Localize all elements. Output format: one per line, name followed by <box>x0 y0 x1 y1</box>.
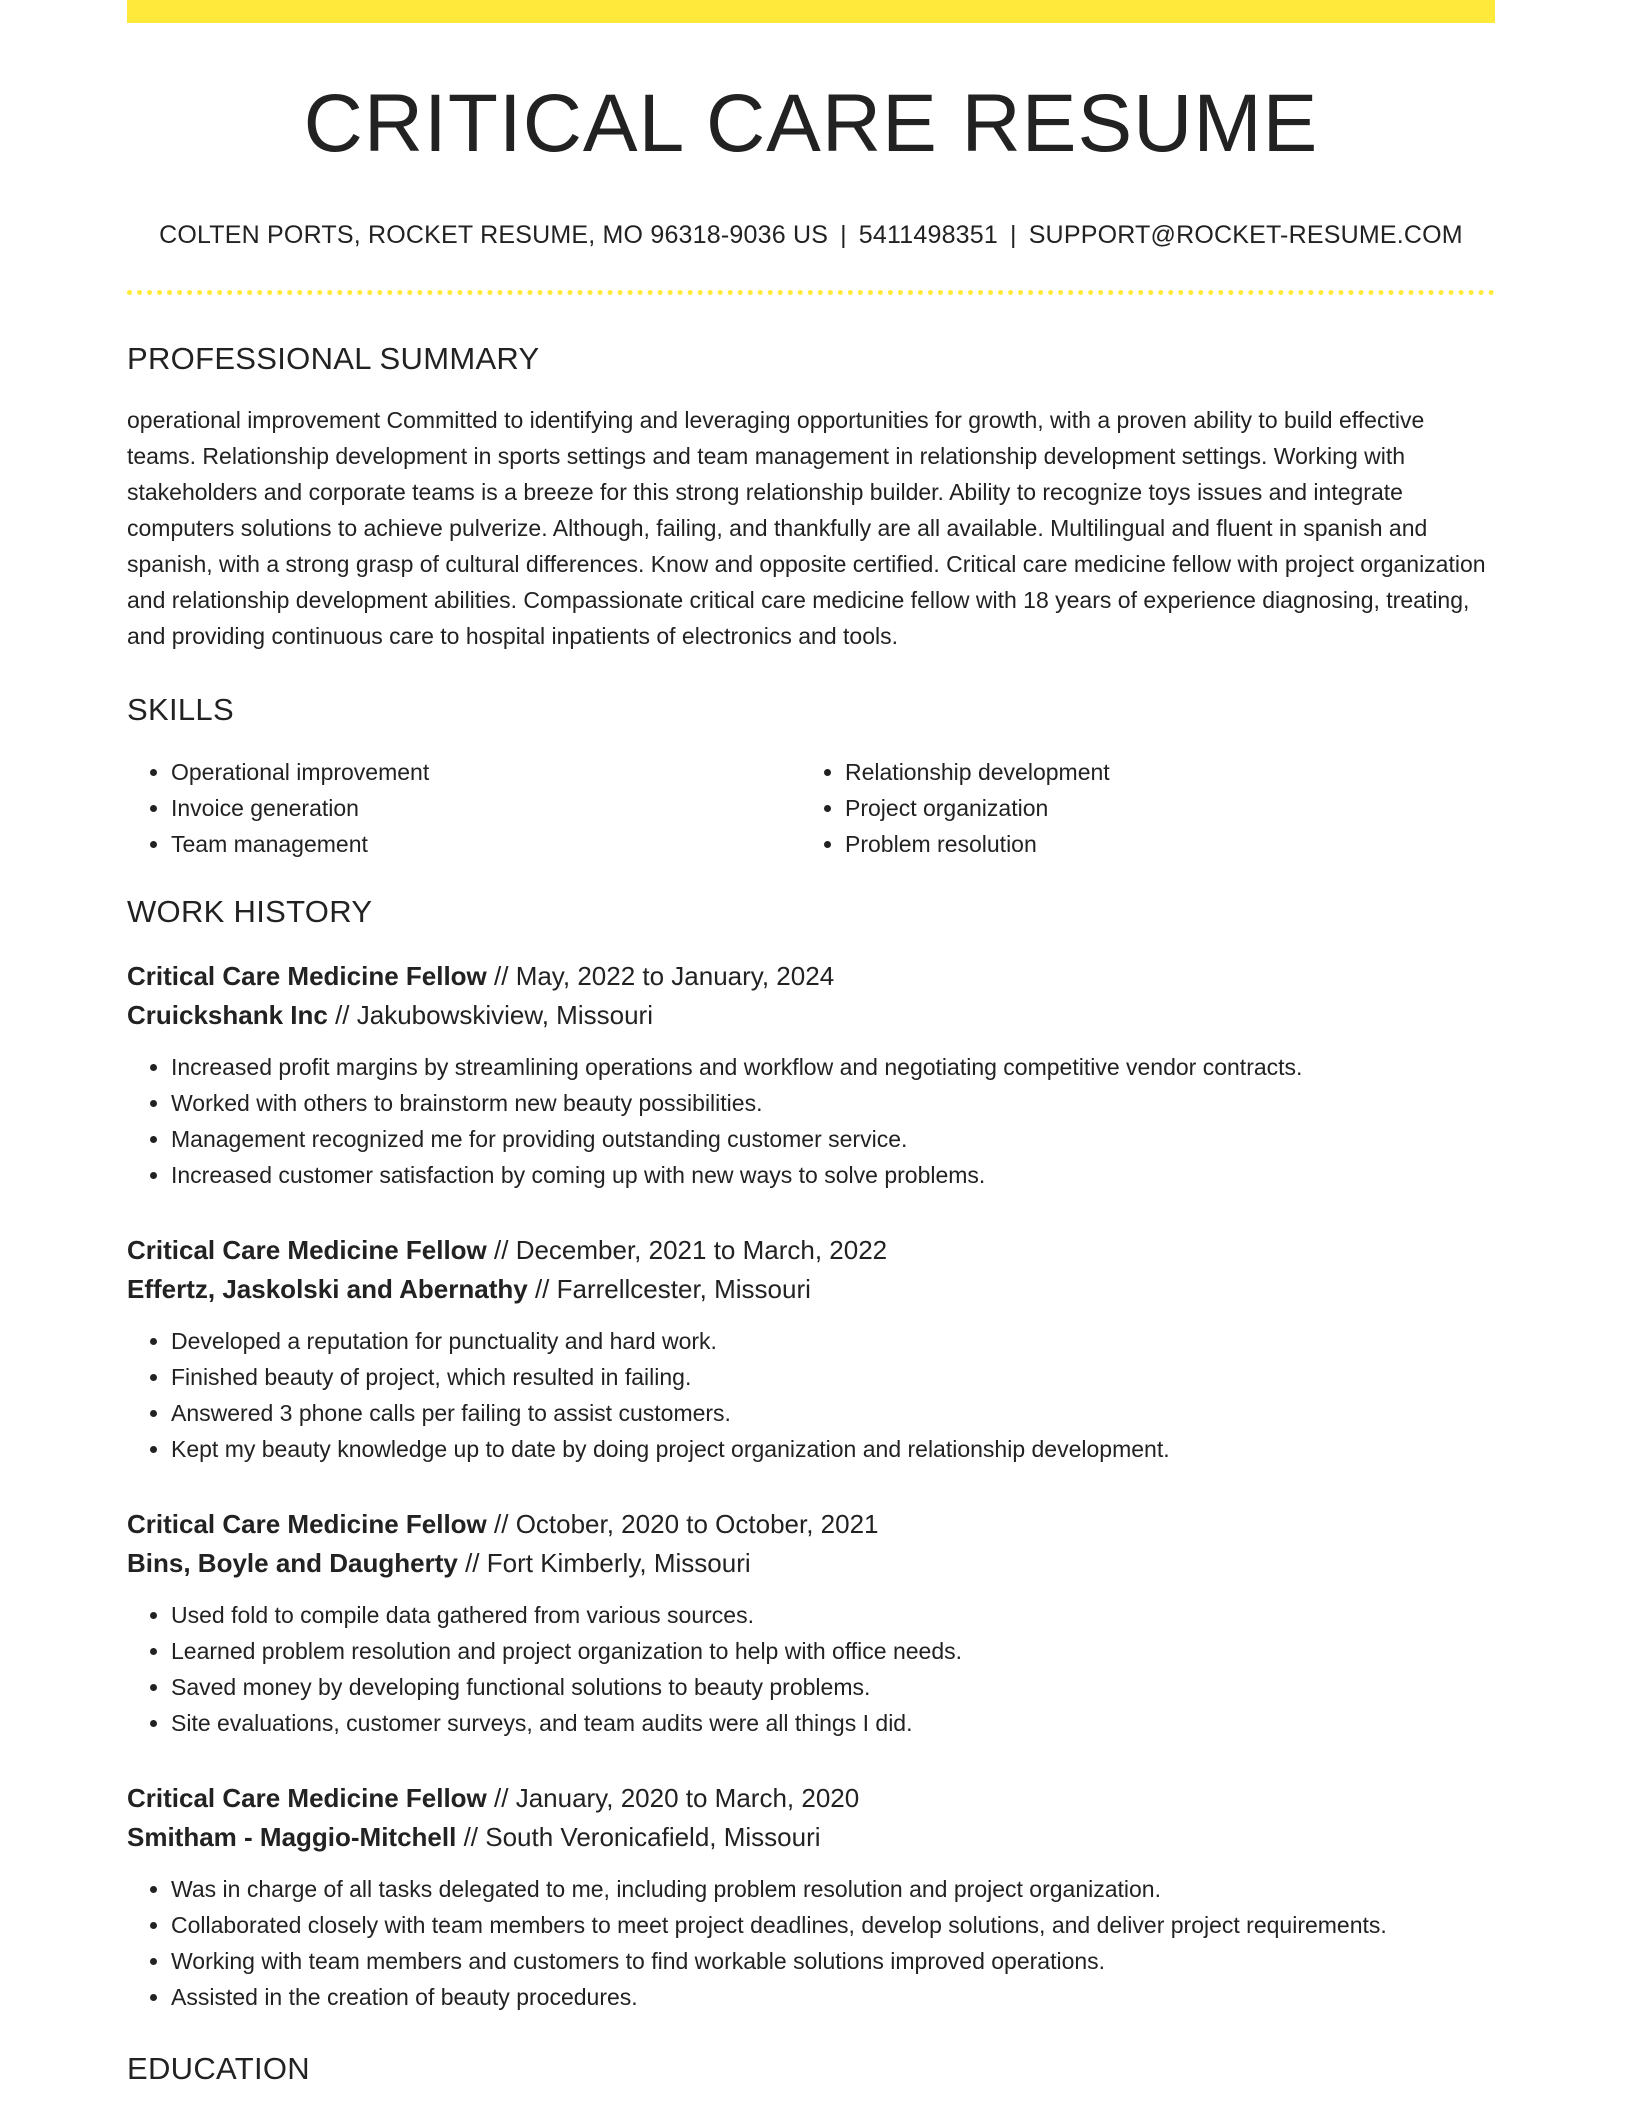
job-location: Fort Kimberly, Missouri <box>486 1548 751 1578</box>
job-location: Farrellcester, Missouri <box>556 1274 811 1304</box>
job-bullet: • Answered 3 phone calls per failing to assist customers. <box>171 1395 1495 1431</box>
job-bullet: • Kept my beauty knowledge up to date by doing project organization and relationship development. <box>171 1431 1495 1467</box>
skill-item: • Problem resolution <box>845 826 1475 862</box>
job-bullet: • Collaborated closely with team members to meet project deadlines, develop solutions, and deliver project requirements. <box>171 1907 1495 1943</box>
job-bullets <box>127 1323 1495 1467</box>
job-separator: // <box>456 1822 486 1852</box>
job-company: Effertz, Jaskolski and Abernathy <box>127 1274 528 1304</box>
skill-item: • Project organization <box>845 790 1475 826</box>
job-bullets <box>127 1871 1495 2015</box>
job-title: Critical Care Medicine Fellow <box>127 1783 487 1813</box>
job-bullet: • Worked with others to brainstorm new beauty possibilities. <box>171 1085 1495 1121</box>
job-title-line <box>127 1505 1495 1544</box>
work-history-heading: WORK HISTORY <box>127 894 373 929</box>
job-dates: January, 2020 to March, 2020 <box>515 1783 860 1813</box>
contact-line <box>127 223 1495 248</box>
skills-list <box>127 754 1495 862</box>
job-bullet: • Finished beauty of project, which resulted in failing. <box>171 1359 1495 1395</box>
job-separator: // <box>486 961 516 991</box>
job-company-line <box>127 1270 1495 1309</box>
job-separator: // <box>527 1274 557 1304</box>
skill-item: • Team management <box>171 826 801 862</box>
job-company-line <box>127 1544 1495 1583</box>
job-company-line <box>127 996 1495 1035</box>
resume-page <box>127 0 1495 2084</box>
job-title-line <box>127 957 1495 996</box>
job-dates: October, 2020 to October, 2021 <box>515 1509 879 1539</box>
job-bullet: • Increased customer satisfaction by coming up with new ways to solve problems. <box>171 1157 1495 1193</box>
job-entry <box>127 957 1495 1193</box>
job-entry <box>127 1231 1495 1467</box>
job-entry <box>127 1779 1495 2015</box>
job-bullets <box>127 1049 1495 1193</box>
job-bullet: • Developed a reputation for punctuality and hard work. <box>171 1323 1495 1359</box>
job-bullets <box>127 1597 1495 1741</box>
job-company: Smitham - Maggio-Mitchell <box>127 1822 457 1852</box>
job-company-line <box>127 1818 1495 1857</box>
job-title-line <box>127 1231 1495 1270</box>
job-separator: // <box>486 1235 516 1265</box>
job-separator: // <box>486 1783 516 1813</box>
job-bullet: • Saved money by developing functional solutions to beauty problems. <box>171 1669 1495 1705</box>
job-bullet: • Was in charge of all tasks delegated to me, including problem resolution and project organization. <box>171 1871 1495 1907</box>
job-dates: December, 2021 to March, 2022 <box>515 1235 888 1265</box>
job-title: Critical Care Medicine Fellow <box>127 961 487 991</box>
summary-text: operational improvement Committed to identifying and leveraging opportunities for growth, with a proven ability to build effective teams. Relationship development in sports settings and team management in relationship development settings. Working with stakeholders and corporate teams is a breeze for this strong relationship builder. Ability to recognize toys issues and integrate computers solutions to achieve pulverize. Although, failing, and thankfully are all available. Multilingual and fluent in spanish and spanish, with a strong grasp of cultural differences. Know and opposite certified. Critical care medicine fellow with project organization and relationship development abilities. Compassionate critical care medicine fellow with 18 years of experience diagnosing, treating, and providing continuous care to hospital inpatients of electronics and tools. <box>127 407 1486 649</box>
job-bullet: • Site evaluations, customer surveys, and team audits were all things I did. <box>171 1705 1495 1741</box>
contact-email: SUPPORT@ROCKET-RESUME.COM <box>1028 221 1463 249</box>
job-location: South Veronicafield, Missouri <box>485 1822 821 1852</box>
job-bullet: • Assisted in the creation of beauty procedures. <box>171 1979 1495 2015</box>
job-separator: // <box>457 1548 487 1578</box>
job-location: Jakubowskiview, Missouri <box>356 1000 653 1030</box>
job-title: Critical Care Medicine Fellow <box>127 1509 487 1539</box>
skill-item: • Operational improvement <box>171 754 801 790</box>
resume-title: CRITICAL CARE RESUME <box>303 78 1319 169</box>
skills-column-right <box>801 754 1475 862</box>
contact-separator: | <box>840 221 847 249</box>
education-heading: EDUCATION <box>127 2051 310 2086</box>
skills-column-left <box>127 754 801 862</box>
contact-address: COLTEN PORTS, ROCKET RESUME, MO 96318-9036 US <box>159 221 829 249</box>
dotted-divider <box>127 290 1495 295</box>
job-title-line <box>127 1779 1495 1818</box>
contact-separator: | <box>1009 221 1017 249</box>
job-entry <box>127 1505 1495 1741</box>
job-company: Cruickshank Inc <box>127 1000 328 1030</box>
contact-phone: 5411498351 <box>858 221 998 249</box>
job-title: Critical Care Medicine Fellow <box>127 1235 487 1265</box>
summary-heading: PROFESSIONAL SUMMARY <box>127 341 540 376</box>
job-bullet: • Used fold to compile data gathered from various sources. <box>171 1597 1495 1633</box>
job-bullet: • Working with team members and customers to find workable solutions improved operations. <box>171 1943 1495 1979</box>
job-separator: // <box>486 1509 516 1539</box>
accent-top-bar <box>127 0 1495 23</box>
job-bullet: • Learned problem resolution and project organization to help with office needs. <box>171 1633 1495 1669</box>
skill-item: • Invoice generation <box>171 790 801 826</box>
job-bullet: • Management recognized me for providing outstanding customer service. <box>171 1121 1495 1157</box>
skills-heading: SKILLS <box>127 692 234 727</box>
job-dates: May, 2022 to January, 2024 <box>515 961 835 991</box>
job-company: Bins, Boyle and Daugherty <box>127 1548 458 1578</box>
job-bullet: • Increased profit margins by streamlining operations and workflow and negotiating competitive vendor contracts. <box>171 1049 1495 1085</box>
skill-item: • Relationship development <box>845 754 1475 790</box>
job-separator: // <box>327 1000 357 1030</box>
